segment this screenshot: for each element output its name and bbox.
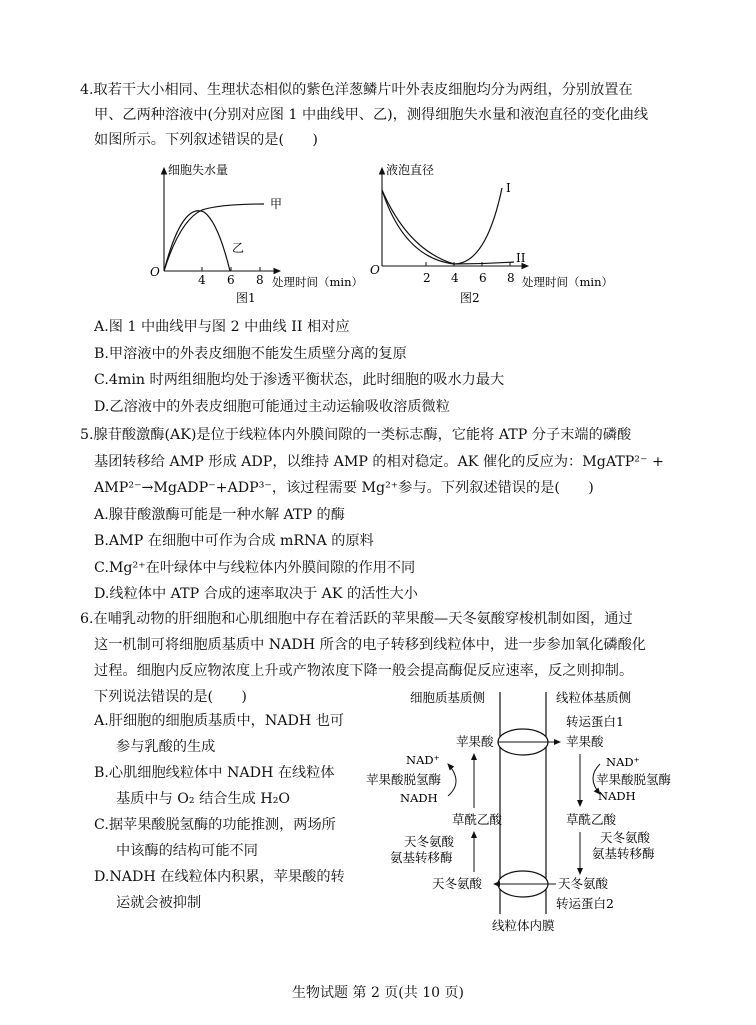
shuttle-diagram [360, 686, 680, 936]
q5-option-c: C.Mg²⁺在叶绿体中与线粒体内外膜间隙的作用不同 [94, 559, 416, 576]
transporter-1-label: 转运蛋白1 [566, 714, 624, 729]
oaa-cytosol: 草酰乙酸 [452, 812, 503, 827]
fig1-tick-label-8: 8 [256, 273, 264, 287]
q6-line-2: 这一机制可将细胞质基质中 NADH 所含的电子转移到线粒体中，进一步参加氧化磷酸化 [94, 637, 646, 653]
q4-options [80, 314, 680, 420]
fig1-caption: 图1 [236, 291, 256, 305]
q6-option-a: A.肝细胞的细胞质基质中，NADH 也可 [94, 713, 345, 729]
ast-cytosol-line2: 氨基转移酶 [390, 850, 453, 865]
oaa-matrix: 草酰乙酸 [566, 812, 617, 827]
nadh-cytosol: NADH [400, 791, 438, 805]
nad-matrix: NAD⁺ [606, 755, 640, 769]
fig1-curve-yi [164, 211, 230, 271]
q4-line-2: 甲、乙两种溶液中(分别对应图 1 中曲线甲、乙)，测得细胞失水量和液泡直径的变化曲线 [94, 107, 649, 123]
fig1-label-yi: 乙 [232, 241, 245, 255]
ast-cytosol-line1: 天冬氨酸 [404, 834, 455, 849]
nadh-to-nad-cytosol-arrow [448, 764, 456, 796]
matrix-side-title: 线粒体基质侧 [556, 690, 632, 705]
q6-option-a-cont: 参与乳酸的生成 [116, 739, 216, 755]
fig2-tick-label-6: 6 [479, 271, 487, 285]
fig2-label-ii: II [516, 251, 526, 265]
q6-line-4: 下列说法错误的是( ) [94, 689, 247, 705]
q5-option-b: B.AMP 在细胞中可作为合成 mRNA 的原料 [94, 533, 374, 549]
mdh-cytosol: 苹果酸脱氢酶 [366, 772, 442, 787]
fig2-curve-i [382, 188, 502, 264]
fig2-ylabel: 液泡直径 [386, 163, 435, 177]
asp-matrix: 天冬氨酸 [558, 876, 609, 891]
q5-line-3: AMP²⁻→MgADP⁻+ADP³⁻，该过程需要 Mg²⁺参与。下列叙述错误的是( ) [94, 480, 594, 496]
ast-matrix-line1: 天冬氨酸 [600, 830, 651, 845]
asp-cytosol: 天冬氨酸 [432, 876, 483, 891]
q5-line-1: 5.腺苷酸激酶(AK)是位于线粒体内外膜间隙的一类标志酶，它能将 ATP 分子末端的磷酸 [80, 427, 632, 443]
cytosol-side-title: 细胞质基质侧 [410, 690, 486, 705]
figure-1 [140, 160, 370, 310]
fig1-xlabel: 处理时间（min） [272, 275, 363, 289]
q6-option-c: C.据苹果酸脱氢酶的功能推测，两场所 [94, 817, 336, 833]
q5-option-d: D.线粒体中 ATP 合成的速率取决于 AK 的活性大小 [94, 586, 418, 602]
q4-line-3: 如图所示。下列叙述错误的是( ) [94, 132, 318, 148]
fig2-xlabel: 处理时间（min） [522, 275, 613, 289]
fig1-curve-jia [164, 204, 264, 271]
fig2-caption: 图2 [460, 291, 480, 305]
q6-option-c-cont: 中该酶的结构可能不同 [116, 843, 258, 859]
fig2-curve-ii [382, 190, 514, 264]
fig2-label-i: I [506, 181, 511, 195]
fig1-ylabel: 细胞失水量 [168, 163, 229, 177]
fig2-tick-label-2: 2 [423, 271, 431, 285]
q6-line-3: 过程。细胞内反应物浓度上升或产物浓度下降一般会提高酶促反应速率，反之则抑制。 [94, 663, 634, 679]
q4-option-d: D.乙溶液中的外表皮细胞可能通过主动运输吸收溶质微粒 [94, 398, 450, 415]
q5-line-2: 基团转移给 AMP 形成 ADP，以维持 AMP 的相对稳定。AK 催化的反应为：MgATP²⁻ + [94, 453, 664, 470]
membrane-label: 线粒体内膜 [492, 918, 555, 933]
q4-option-c: C.4min 时两组细胞均处于渗透平衡状态，此时细胞的吸水力最大 [94, 372, 505, 388]
fig2-origin: O [370, 263, 380, 277]
mdh-matrix: 苹果酸脱氢酶 [596, 772, 672, 787]
malate-cytosol: 苹果酸 [456, 734, 494, 749]
q6-options [94, 708, 374, 916]
fig1-tick-label-4: 4 [198, 273, 206, 287]
q6-option-d-cont: 运就会被抑制 [116, 895, 202, 911]
fig2-tick-label-4: 4 [451, 271, 459, 285]
fig2-tick-label-8: 8 [507, 271, 515, 285]
fig1-origin: O [150, 265, 160, 279]
malate-matrix: 苹果酸 [566, 734, 604, 749]
question-5 [80, 422, 680, 608]
nadh-matrix: NADH [598, 789, 636, 803]
transporter-2-label: 转运蛋白2 [556, 896, 614, 911]
fig1-label-jia: 甲 [270, 197, 283, 211]
fig1-tick-label-6: 6 [227, 273, 235, 287]
figure-2 [368, 160, 618, 310]
q4-option-b: B.甲溶液中的外表皮细胞不能发生质壁分离的复原 [94, 345, 407, 362]
q5-option-a: A.腺苷酸激酶可能是一种水解 ATP 的酶 [94, 506, 345, 523]
q6-line-1: 6.在哺乳动物的肝细胞和心肌细胞中存在着活跃的苹果酸—天冬氨酸穿梭机制如图，通过 [80, 611, 633, 627]
q6-option-d: D.NADH 在线粒体内积累，苹果酸的转 [94, 869, 345, 885]
q4-line-1: 4.取若干大小相同、生理状态相似的紫色洋葱鳞片叶外表皮细胞均分为两组，分别放置在 [80, 82, 633, 98]
page-footer: 生物试题 第 2 页(共 10 页) [292, 985, 464, 1001]
question-4 [80, 78, 680, 153]
ast-matrix-line2: 氨基转移酶 [592, 846, 655, 861]
nad-cytosol: NAD⁺ [406, 753, 440, 767]
q4-option-a: A.图 1 中曲线甲与图 2 中曲线 II 相对应 [94, 319, 350, 335]
q6-option-b: B.心肌细胞线粒体中 NADH 在线粒体 [94, 765, 335, 781]
q6-option-b-cont: 基质中与 O₂ 结合生成 H₂O [116, 791, 291, 807]
